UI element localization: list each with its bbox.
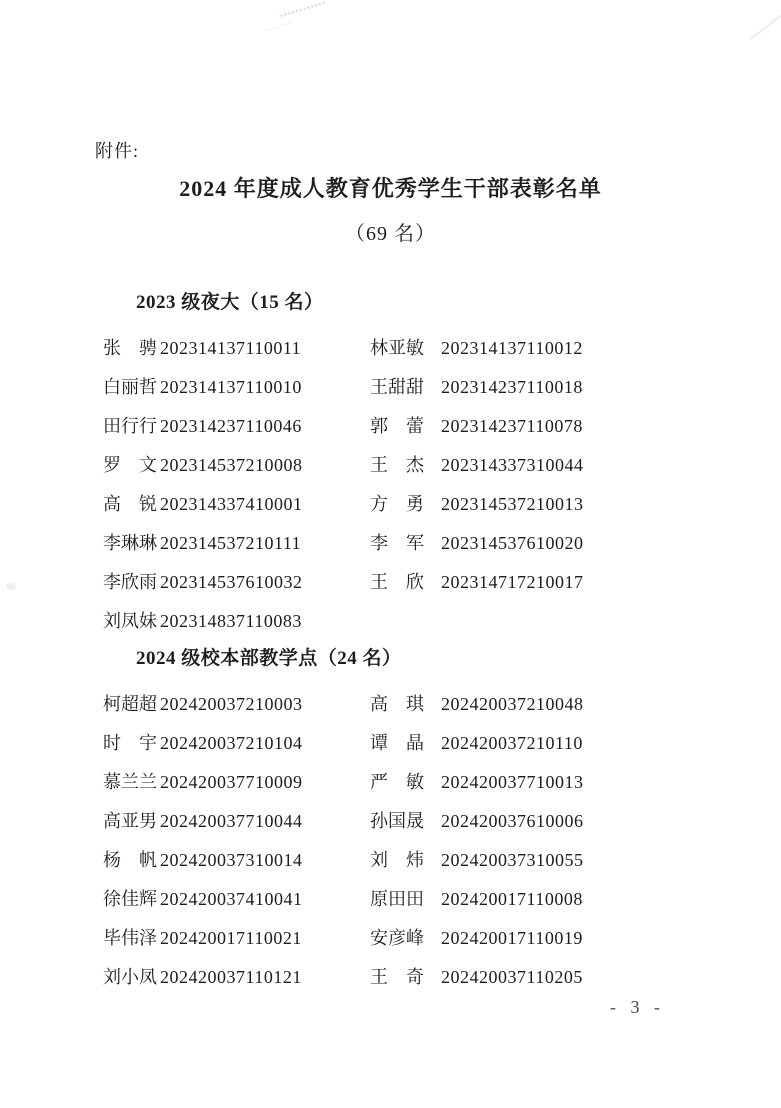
student-entry [370,768,584,794]
student-id: 202314537610020 [441,532,584,553]
student-name: 刘凤妹 [103,610,157,631]
attachment-label: 附件: [95,141,140,161]
student-entry [103,334,370,360]
student-name: 原田田 [370,888,424,909]
table-row [103,561,698,600]
section-header: 2024 级校本部教学点（24 名） [136,648,402,669]
student-name: 方 勇 [370,493,424,514]
student-id: 202420037210104 [160,732,303,753]
scan-artifact-mark [280,2,327,27]
student-entry [103,451,370,477]
student-name: 毕伟泽 [103,927,157,948]
table-row [103,327,698,366]
student-name: 严 敏 [370,771,424,792]
student-entry [103,607,370,633]
student-id: 202420037710009 [160,771,303,792]
student-entry [103,885,370,911]
student-entry [370,963,583,989]
table-row [103,917,698,956]
student-entry [103,768,370,794]
student-id: 202314137110011 [160,337,302,358]
student-name: 徐佳辉 [103,888,157,909]
roster-section [103,646,698,995]
student-entry [370,490,584,516]
student-entry [103,807,370,833]
student-name: 慕兰兰 [103,771,157,792]
student-entry [370,846,584,872]
student-id: 202420037710013 [441,771,584,792]
student-name: 罗 文 [103,454,157,475]
student-id: 202314537610032 [160,571,303,592]
student-entry [370,451,584,477]
student-entry [370,885,583,911]
student-entry [103,529,370,555]
student-name: 王 奇 [370,966,424,987]
student-id: 202314337410001 [160,493,303,514]
student-name: 王 欣 [370,571,424,592]
student-entry [370,568,584,594]
roster-sections [103,290,698,995]
table-row [103,956,698,995]
student-name: 高 锐 [103,493,157,514]
student-entry [370,373,583,399]
student-name: 高亚男 [103,810,157,831]
student-entry [370,729,583,755]
table-row [103,444,698,483]
student-name: 王甜甜 [370,376,424,397]
student-id: 202420037210003 [160,693,303,714]
student-name: 时 宇 [103,732,157,753]
scan-speck [6,583,16,590]
roster-section [103,290,698,639]
student-id: 202420017110019 [441,927,583,948]
student-id: 202420037710044 [160,810,303,831]
student-name: 刘小凤 [103,966,157,987]
student-id: 202420017110008 [441,888,583,909]
student-name: 柯超超 [103,693,157,714]
page-title: 2024 年度成人教育优秀学生干部表彰名单 [179,176,602,201]
student-id: 202314537210013 [441,493,584,514]
student-name: 田行行 [103,415,157,436]
student-id: 202314537210008 [160,454,303,475]
student-id: 202314237110078 [441,415,583,436]
student-id: 202314137110010 [160,376,302,397]
student-entry [103,690,370,716]
student-entry [103,412,370,438]
table-row [103,878,698,917]
student-name: 林亚敏 [370,337,424,358]
student-id: 202314237110018 [441,376,583,397]
table-row [103,366,698,405]
student-name: 张 骋 [103,337,157,358]
student-entry [370,690,584,716]
student-id: 202314837110083 [160,610,302,631]
student-id: 202314337310044 [441,454,584,475]
student-id: 202314137110012 [441,337,583,358]
student-entry [370,412,583,438]
student-name: 谭 晶 [370,732,424,753]
student-entry [103,963,370,989]
student-id: 202420037310055 [441,849,584,870]
student-id: 202314537210111 [160,532,302,553]
table-row [103,683,698,722]
student-id: 202420017110021 [160,927,302,948]
page-number: - 3 - [610,997,665,1017]
student-id: 202420037210048 [441,693,584,714]
student-entry [370,529,584,555]
student-entry [370,924,583,950]
student-id: 202420037310014 [160,849,303,870]
table-row [103,600,698,639]
table-row [103,722,698,761]
student-id: 202420037410041 [160,888,303,909]
student-id: 202420037110121 [160,966,302,987]
table-row [103,839,698,878]
student-name: 孙国晟 [370,810,424,831]
section-header: 2023 级夜大（15 名） [136,292,324,313]
student-name: 安彦峰 [370,927,424,948]
student-id: 202420037110205 [441,966,583,987]
student-name: 郭 蕾 [370,415,424,436]
student-name: 李琳琳 [103,532,157,553]
student-name: 李欣雨 [103,571,157,592]
student-id: 202314237110046 [160,415,302,436]
student-id: 202420037210110 [441,732,583,753]
student-entry [103,373,370,399]
student-name: 王 杰 [370,454,424,475]
student-entry [103,490,370,516]
student-id: 202314717210017 [441,571,584,592]
student-entry [103,568,370,594]
table-row [103,405,698,444]
student-entry [103,846,370,872]
student-entry [370,807,584,833]
table-row [103,800,698,839]
student-name: 刘 炜 [370,849,424,870]
student-entry [103,924,370,950]
page-subtitle: （69 名） [345,223,436,245]
table-row [103,483,698,522]
table-row [103,761,698,800]
student-name: 杨 帆 [103,849,157,870]
student-name: 李 军 [370,532,424,553]
student-entry [370,334,583,360]
table-row [103,522,698,561]
student-entry [103,729,370,755]
student-id: 202420037610006 [441,810,584,831]
student-name: 高 琪 [370,693,424,714]
student-name: 白丽哲 [103,376,157,397]
scan-corner-edge [729,0,781,40]
